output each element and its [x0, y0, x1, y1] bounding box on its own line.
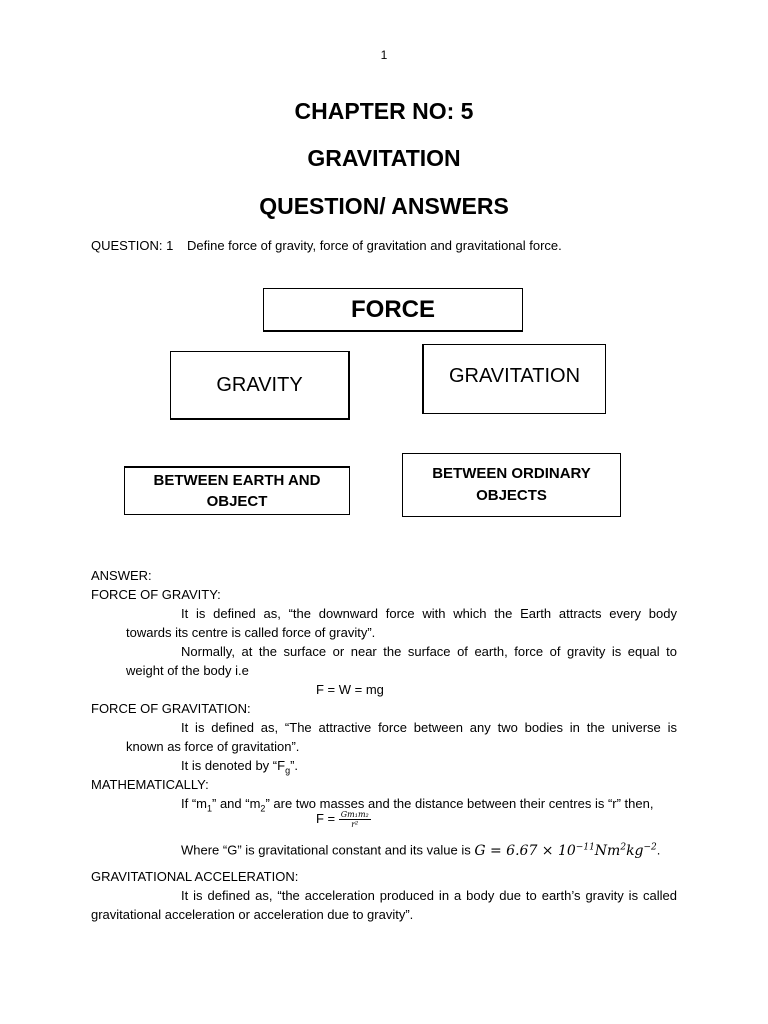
- masses-text-1: If “m: [181, 796, 207, 811]
- answer-label: ANSWER:: [91, 568, 152, 583]
- gravity-formula: F = W = mg: [316, 682, 384, 697]
- diagram-gravitation-box: [422, 344, 606, 414]
- g-value: [474, 843, 656, 859]
- formula-numerator: Gm₁m₂: [340, 810, 369, 819]
- subject-title: GRAVITATION: [307, 145, 461, 171]
- diagram-force-label: FORCE: [351, 295, 435, 323]
- gravity-normal-line-2: weight of the body i.e: [126, 663, 249, 678]
- denoted-prefix: It is denoted by “F: [181, 758, 286, 773]
- diagram-gravity-label: GRAVITY: [216, 373, 303, 396]
- gravitational-acceleration-heading: GRAVITATIONAL ACCELERATION:: [91, 869, 299, 884]
- gravity-definition-line-2: towards its centre is called force of gravity”.: [126, 625, 376, 640]
- masses-text-3: ” are two masses and the distance between their centres is “r” then,: [265, 796, 654, 811]
- formula-lhs: F =: [316, 810, 339, 826]
- chapter-title: CHAPTER NO: 5: [294, 98, 474, 124]
- gravitation-formula: [316, 810, 371, 829]
- formula-fraction: [339, 810, 371, 829]
- diagram-between-earth-box: [124, 466, 350, 515]
- diagram-between-ordinary-box: [402, 453, 621, 517]
- g-value-unit-kg: kg: [626, 842, 644, 859]
- question-text: Define force of gravity, force of gravitation and gravitational force.: [186, 238, 562, 253]
- acceleration-definition-line-2: gravitational acceleration or acceleration due to gravity”.: [91, 907, 414, 922]
- question-1: [91, 238, 562, 253]
- g-value-end: .: [656, 842, 661, 858]
- mathematically-heading: MATHEMATICALLY:: [91, 777, 209, 792]
- masses-text-2: ” and “m: [212, 796, 261, 811]
- masses-line: [181, 794, 653, 819]
- denoted-suffix: ”.: [290, 758, 299, 773]
- gravity-definition-line-1: It is defined as, “the downward force with which the Earth attracts every body: [181, 606, 677, 621]
- g-value-unit-nm: Nm: [594, 842, 621, 859]
- section-title: QUESTION/ ANSWERS: [259, 193, 509, 219]
- acceleration-definition-line-1: It is defined as, “the acceleration produced in a body due to earth’s gravity is called: [181, 888, 677, 903]
- where-text: Where “G” is gravitational constant and its value is: [181, 842, 475, 858]
- g-value-base: G = 6.67 × 10: [474, 842, 576, 859]
- g-value-unit-exp-2: 2: [620, 842, 627, 852]
- diagram-between-ordinary-label: BETWEEN ORDINARY OBJECTS: [432, 465, 591, 504]
- denoted-subscript: g: [285, 765, 291, 776]
- force-of-gravity-heading: FORCE OF GRAVITY:: [91, 587, 221, 602]
- g-value-exponent: −11: [575, 842, 595, 852]
- diagram-force-box: [263, 288, 523, 332]
- force-of-gravitation-heading: FORCE OF GRAVITATION:: [91, 701, 251, 716]
- g-value-unit-exp-neg2: −2: [643, 842, 657, 852]
- diagram-gravitation-label: GRAVITATION: [448, 365, 581, 387]
- diagram-between-earth-label: BETWEEN EARTH AND OBJECT: [153, 472, 321, 510]
- gravitation-definition-line-1: It is defined as, “The attractive force between any two bodies in the universe is: [181, 720, 677, 735]
- mass-2-subscript: 2: [260, 803, 266, 814]
- gravitation-definition-line-2: known as force of gravitation”.: [126, 739, 300, 754]
- formula-denominator: r²: [351, 820, 359, 829]
- mass-1-subscript: 1: [207, 803, 213, 814]
- question-label: QUESTION: 1: [91, 238, 174, 253]
- gravity-normal-line-1: Normally, at the surface or near the surface of earth, force of gravity is equal to: [181, 644, 677, 659]
- constant-line: [181, 838, 660, 861]
- diagram-gravity-box: [170, 351, 350, 420]
- page-number: 1: [380, 48, 388, 62]
